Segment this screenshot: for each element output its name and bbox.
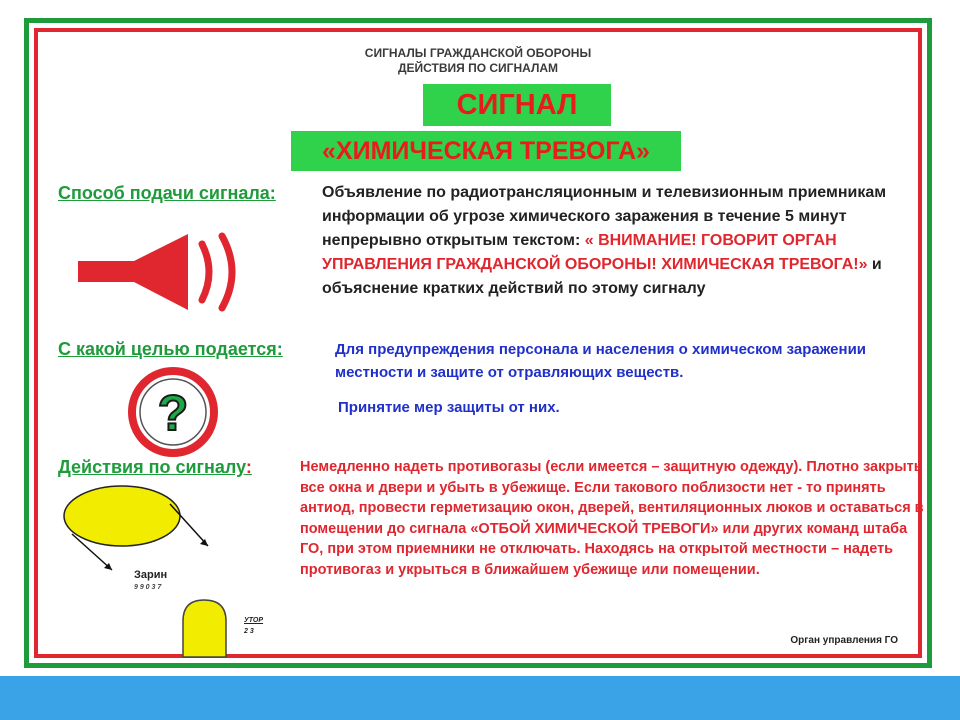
section-actions-colon: : bbox=[245, 457, 252, 477]
section-method-title bbox=[58, 183, 276, 204]
shelter-door-icon bbox=[180, 597, 230, 659]
header-line-1: СИГНАЛЫ ГРАЖДАНСКОЙ ОБОРОНЫ bbox=[364, 46, 592, 60]
door-sublabel: 2 3 bbox=[244, 628, 254, 635]
method-text-red: « ВНИМАНИЕ! ГОВОРИТ ОРГАН УПРАВЛЕНИЯ ГРАЖДАНСКОЙ ОБОРОНЫ! ХИМИЧЕСКАЯ ТРЕВОГА!» bbox=[322, 232, 868, 273]
footer-note: Орган управления ГО bbox=[790, 635, 898, 646]
section-actions-title bbox=[58, 457, 252, 478]
section-method-title-text: Способ подачи сигнала bbox=[58, 183, 270, 203]
section-method-text bbox=[322, 181, 934, 301]
door-label: УТОР bbox=[244, 617, 264, 624]
section-purpose-title: С какой целью подается: bbox=[58, 339, 283, 359]
section-actions-text: Немедленно надеть противогазы (если имеется – защитную одежду). Плотно закрыть все окна и двери и убыть в убежище. Если такового поблизости нет - то принять антиод, провести герметизацию окон, дверей, вентиляционных люков и оставаться в помещении до сигнала «ОТБОЙ ХИМИЧЕСКОЙ ТРЕВОГИ» или других команд штаба ГО, при этом приемники не отключать. Находясь на открытой местности – надеть противогаз и укрыться в ближайшем убежище или помещении. bbox=[300, 459, 924, 578]
outer-frame bbox=[24, 18, 932, 668]
question-mark-icon bbox=[128, 367, 218, 457]
svg-text:?: ? bbox=[157, 385, 189, 441]
bottom-bar bbox=[0, 676, 960, 720]
method-text-a: Объявление по радиотрансляционным и телевизионным приемникам информации об угрозе химического заражения в течение 5 минут непрерывно открытым текстом: bbox=[322, 184, 887, 249]
gas-cloud-illustration bbox=[56, 480, 216, 580]
section-method-colon: : bbox=[269, 183, 276, 203]
signal-name: «ХИМИЧЕСКАЯ ТРЕВОГА» bbox=[291, 131, 681, 171]
loudspeaker-icon bbox=[76, 232, 266, 312]
sarin-label: Зарин bbox=[134, 569, 168, 581]
sarin-sublabel: 9 9 0 3 7 bbox=[134, 584, 162, 591]
inner-frame bbox=[34, 28, 922, 658]
method-text-b: и объяснение кратких действий по этому сигналу bbox=[322, 256, 882, 297]
signal-label: СИГНАЛ bbox=[423, 84, 611, 126]
section-purpose-text-1: Для предупреждения персонала и населения о химическом заражении местности и защите от отравляющих веществ. bbox=[335, 341, 867, 381]
header-line-2: ДЕЙСТВИЯ ПО СИГНАЛАМ bbox=[397, 61, 559, 75]
section-purpose-text-2: Принятие мер защиты от них. bbox=[338, 399, 560, 416]
section-actions-title-text: Действия по сигналу bbox=[58, 457, 246, 477]
